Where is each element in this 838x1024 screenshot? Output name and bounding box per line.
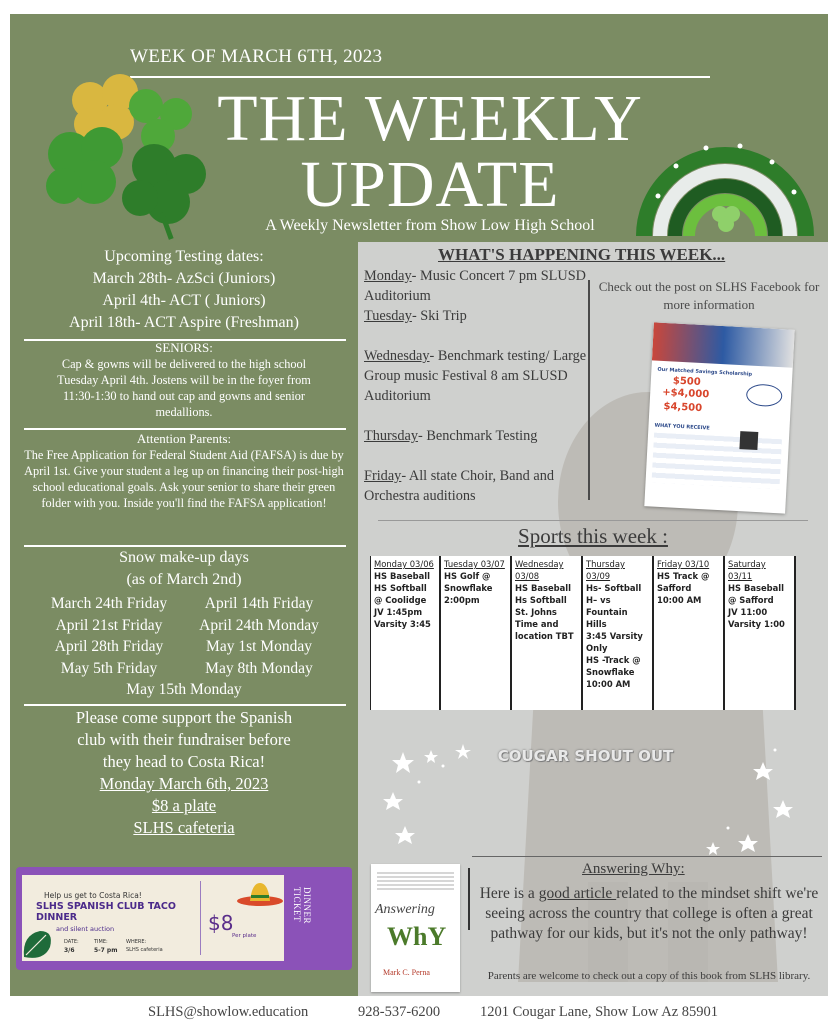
header-banner bbox=[10, 14, 828, 242]
day-text: - Benchmark testing/ Large Group music Festival 8 am SLUSD Auditorium bbox=[364, 348, 587, 404]
day-label: Friday bbox=[364, 468, 402, 484]
sports-event-line: Varsity 1:00 bbox=[728, 619, 785, 629]
snow-day: March 24th Friday bbox=[50, 595, 168, 612]
ticket-date: 3/6 bbox=[64, 947, 75, 954]
seniors-section bbox=[10, 340, 358, 420]
scholarship-flyer-image[interactable] bbox=[644, 322, 794, 513]
snow-day: April 14th Friday bbox=[204, 595, 314, 612]
testing-heading: Upcoming Testing dates: bbox=[104, 248, 264, 265]
sombrero-icon bbox=[236, 879, 284, 907]
happening-list bbox=[364, 266, 589, 506]
flyer-amount: $500 bbox=[672, 375, 701, 388]
answering-text: related to the mindset shift we're seeing across the country that college is often a great pathway for our kids, but it's not the only pathway! bbox=[485, 885, 819, 942]
spanish-section bbox=[10, 707, 358, 839]
parents-section bbox=[10, 431, 358, 511]
ticket-per-plate: Per plate bbox=[232, 933, 257, 939]
sports-title bbox=[358, 524, 828, 549]
flyer-photo bbox=[652, 322, 795, 367]
sports-event-line: Varsity 3:45 bbox=[374, 619, 431, 629]
sports-day-column bbox=[441, 556, 512, 710]
sports-event-line: Time and location TBT bbox=[515, 619, 574, 641]
ticket-where: SLHS cafeteria bbox=[126, 947, 163, 953]
flyer-qr-icon bbox=[739, 431, 758, 450]
shamrock-cluster-icon bbox=[28, 62, 218, 242]
sports-event-line: 2:00pm bbox=[444, 595, 480, 605]
spanish-price: $8 a plate bbox=[151, 796, 217, 815]
snow-day: May 1st Monday bbox=[206, 638, 312, 655]
spanish-line: they head to Costa Rica! bbox=[102, 752, 266, 771]
shamrock-rainbow-icon bbox=[636, 126, 814, 236]
sports-event-line: HS Softball @ Coolidge bbox=[374, 583, 427, 605]
day-label: Wednesday bbox=[364, 348, 430, 364]
flyer-logo-icon bbox=[746, 383, 783, 407]
sports-day-column bbox=[654, 556, 725, 710]
snow-day-last: May 15th Monday bbox=[126, 681, 242, 698]
footer-phone[interactable]: 928-537-6200 bbox=[358, 1004, 441, 1020]
sports-day-date: Thursday 03/09 bbox=[586, 559, 625, 581]
spanish-place: SLHS cafeteria bbox=[133, 818, 235, 837]
facebook-note: Check out the post on SLHS Facebook for more information bbox=[598, 279, 820, 312]
newsletter-subtitle: A Weekly Newsletter from Show Low High School bbox=[265, 217, 595, 234]
ticket-body bbox=[22, 875, 284, 961]
sports-event-line: HS Baseball @ Safford bbox=[728, 583, 785, 605]
snow-heading: Snow make-up days bbox=[119, 549, 249, 566]
title-line-1: THE WEEKLY bbox=[217, 82, 643, 155]
sports-table bbox=[370, 556, 796, 710]
monstera-leaf-icon bbox=[20, 927, 54, 961]
footer bbox=[0, 1000, 838, 1024]
footer-address: 1201 Cougar Lane, Show Low Az 85901 bbox=[480, 1004, 719, 1020]
flyer-amount: $4,500 bbox=[663, 401, 703, 415]
sports-day-column bbox=[370, 556, 441, 710]
sports-day-date: Friday 03/10 bbox=[657, 559, 710, 569]
week-label: WEEK OF MARCH 6TH, 2023 bbox=[130, 46, 383, 67]
answering-body bbox=[470, 884, 828, 944]
sports-event-line: Hs- Softball bbox=[586, 583, 642, 593]
sports-event-line: 10:00 AM bbox=[586, 679, 631, 689]
testing-item: March 28th- AzSci (Juniors) bbox=[92, 270, 276, 287]
ticket-where-label: WHERE: bbox=[126, 939, 147, 945]
day-text: - Music Concert 7 pm SLUSD Auditorium bbox=[364, 268, 586, 304]
sports-event-line: HS Golf @ Snowflake bbox=[444, 571, 493, 593]
ticket-tagline: Help us get to Costa Rica! bbox=[44, 891, 142, 900]
happening-thursday bbox=[364, 426, 589, 446]
good-article-link[interactable]: good article bbox=[538, 885, 617, 902]
book-title-why: WhY bbox=[387, 922, 447, 951]
day-label: Tuesday bbox=[364, 308, 412, 324]
sports-event-line: H– vs Fountain Hills bbox=[586, 595, 628, 629]
dinner-ticket-image bbox=[16, 867, 352, 970]
happening-monday bbox=[364, 266, 589, 306]
sports-day-column bbox=[725, 556, 796, 710]
rainbow-shamrock-icon bbox=[712, 206, 740, 232]
ticket-subtitle: and silent auction bbox=[56, 925, 115, 933]
library-note: Parents are welcome to check out a copy of this book from SLHS library. bbox=[487, 970, 811, 982]
vertical-divider bbox=[588, 280, 590, 500]
answering-why-book-cover bbox=[371, 864, 460, 992]
flyer-details bbox=[652, 433, 782, 490]
spanish-line: Please come support the Spanish bbox=[75, 708, 293, 727]
sports-event-line: HS Baseball bbox=[374, 571, 431, 581]
seniors-body: Cap & gowns will be delivered to the high school Tuesday April 4th. Jostens will be in the foyer from 11:30-1:30 to hand out cap and gowns and senior medallions. bbox=[57, 357, 311, 419]
sports-day-column bbox=[512, 556, 583, 710]
spanish-date: Monday March 6th, 2023 bbox=[99, 774, 269, 793]
snow-section bbox=[10, 547, 358, 701]
right-column bbox=[358, 242, 828, 996]
sports-day-date: Saturday 03/11 bbox=[728, 559, 766, 581]
dark-green-shamrock-icon bbox=[122, 144, 206, 240]
happening-tuesday bbox=[364, 306, 589, 326]
sports-rule bbox=[378, 520, 808, 521]
day-text: - All state Choir, Band and Orchestra auditions bbox=[364, 468, 555, 504]
sports-event-line: JV 11:00 bbox=[728, 607, 768, 617]
book-tagline bbox=[377, 872, 454, 892]
sports-event-line: Hs Softball bbox=[515, 595, 567, 605]
sports-event-line: 3:45 Varsity Only bbox=[586, 631, 643, 653]
testing-item: April 4th- ACT ( Juniors) bbox=[102, 292, 266, 309]
sports-event-line: 10:00 AM bbox=[657, 595, 702, 605]
book-author: Mark C. Perna bbox=[383, 968, 430, 977]
happening-title: WHAT'S HAPPENING THIS WEEK... bbox=[438, 245, 726, 264]
green-shamrock-icon bbox=[46, 127, 123, 204]
sports-event-line: St. Johns bbox=[515, 607, 557, 617]
divider bbox=[24, 704, 346, 706]
sports-day-column bbox=[583, 556, 654, 710]
sports-event-line: HS -Track @ Snowflake bbox=[586, 655, 641, 677]
sports-event-line: HS Baseball bbox=[515, 583, 572, 593]
light-green-shamrock-icon bbox=[129, 89, 192, 153]
snow-day: April 21st Friday bbox=[55, 616, 163, 634]
snow-day: April 24th Monday bbox=[199, 616, 319, 634]
seniors-heading: SENIORS: bbox=[155, 340, 213, 355]
testing-item: April 18th- ACT Aspire (Freshman) bbox=[69, 314, 299, 331]
sports-event-line: JV 1:45pm bbox=[374, 607, 423, 617]
answering-text: Here is a bbox=[479, 885, 539, 902]
day-text: - Benchmark Testing bbox=[418, 428, 538, 444]
ticket-price: $8 bbox=[208, 911, 234, 935]
happening-wednesday bbox=[364, 346, 589, 406]
sports-event-line: HS Track @ Safford bbox=[657, 571, 710, 593]
ticket-title: SLHS SPANISH CLUB TACO DINNER bbox=[36, 901, 176, 923]
footer-email[interactable]: SLHS@showlow.education bbox=[148, 1004, 309, 1020]
spanish-line: club with their fundraiser before bbox=[77, 730, 291, 749]
title-line-2: UPDATE bbox=[300, 148, 560, 221]
parents-body: The Free Application for Federal Student Aid (FAFSA) is due by April 1st. Give your student a leg up on financing their post-high school educational goals. Ask your senior to share their green folder with you. Inside you'll find the FAFSA application! bbox=[24, 448, 344, 510]
sports-day-date: Wednesday 03/08 bbox=[515, 559, 564, 581]
day-text: - Ski Trip bbox=[411, 308, 467, 324]
sports-day-date: Monday 03/06 bbox=[374, 559, 434, 569]
ticket-divider bbox=[200, 881, 201, 955]
ticket-side-label: DINNER TICKET bbox=[292, 887, 312, 924]
day-label: Monday bbox=[364, 268, 412, 284]
day-label: Thursday bbox=[364, 428, 418, 444]
ticket-date-label: DATE: bbox=[64, 939, 79, 945]
snow-day: April 28th Friday bbox=[54, 638, 164, 655]
sports-title-text: Sports this week : bbox=[518, 524, 668, 548]
snow-subheading: (as of March 2nd) bbox=[126, 571, 242, 588]
cougar-shout-out-title: COUGAR SHOUT OUT bbox=[497, 747, 674, 765]
answering-rule bbox=[472, 856, 822, 857]
sports-day-date: Tuesday 03/07 bbox=[444, 559, 505, 569]
divider bbox=[24, 428, 346, 430]
snow-day: May 8th Monday bbox=[205, 659, 313, 677]
flyer-amount: +$4,000 bbox=[661, 386, 710, 401]
snow-day: May 5th Friday bbox=[60, 659, 158, 677]
answering-title: Answering Why: bbox=[582, 861, 685, 877]
parents-heading: Attention Parents: bbox=[136, 431, 232, 446]
ticket-time: 5-7 pm bbox=[94, 947, 118, 954]
testing-section bbox=[10, 246, 358, 334]
happening-friday bbox=[364, 466, 589, 506]
flyer-headline: Our Matched Savings Scholarship bbox=[657, 366, 753, 378]
snow-days-grid bbox=[34, 593, 334, 679]
flyer-receive: WHAT YOU RECEIVE bbox=[654, 422, 710, 432]
book-title-word: Answering bbox=[375, 902, 435, 917]
ticket-time-label: TIME: bbox=[94, 939, 108, 945]
